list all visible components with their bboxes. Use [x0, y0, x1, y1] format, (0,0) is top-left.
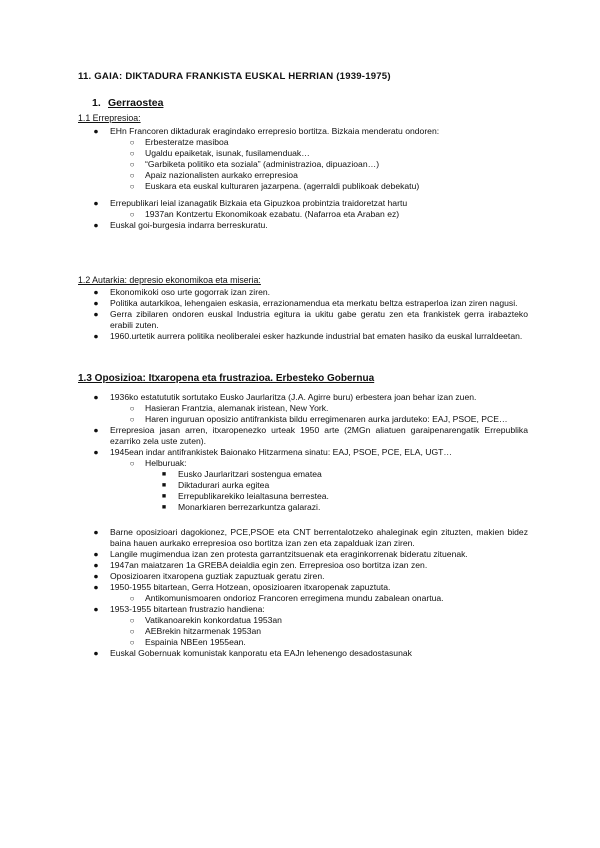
- circle-bullet-icon: ○: [129, 616, 135, 625]
- subsection-1-3-body: [0, 392, 600, 659]
- list-item: ● 1953-1955 bitartean frustrazio handiena:: [93, 604, 265, 614]
- list-item: ● 1947an maiatzaren 1a GREBA deialdia egin zen. Errepresioa oso bortitza izan zen.: [93, 560, 428, 570]
- list-item: ● Euskal goi-burgesia indarra berreskuratu.: [93, 220, 268, 230]
- subsection-1-2-body: [0, 287, 600, 342]
- circle-bullet-icon: ○: [129, 160, 135, 169]
- section-1-heading: [92, 98, 163, 109]
- list-item: ● Ekonomikoki oso urte gogorrak izan ziren.: [93, 287, 271, 297]
- list-item: ● 1936ko estatututik sortutako Eusko Jaurlaritza (J.A. Agirre buru) erbestera joan behar izan zuen.: [93, 392, 477, 402]
- list-item: ● Oposizioaren itxaropena guztiak zapuztuak geratu ziren.: [93, 571, 325, 581]
- section-1-number: 1.: [92, 97, 101, 109]
- bullet-icon: ●: [93, 447, 99, 457]
- bullet-icon: ●: [93, 126, 99, 136]
- list-item: ● Langile mugimendua izan zen protesta garrantzitsuenak eta eraginkorrenak bideratu zituenak.: [93, 549, 468, 559]
- list-item: ● 1960.urtetik aurrera politika neoliberalei esker hazkunde industrial bat ematen hasiko da euskal lurraldeetan.: [93, 331, 523, 341]
- bullet-icon: ●: [93, 560, 99, 570]
- sub-list-item: ○ Vatikanoarekin konkordatua 1953an: [129, 615, 282, 625]
- sub-list-item: ○ Erbesteratze masiboa: [129, 137, 229, 147]
- subsection-1-3-title: 1.3 Oposizioa: Itxaropena eta frustrazioa. Erbesteko Gobernua: [78, 373, 375, 384]
- bullet-icon: ●: [93, 425, 99, 435]
- circle-bullet-icon: ○: [129, 404, 135, 413]
- sub-list-item: ○ Helburuak:: [129, 458, 187, 468]
- bullet-icon: ●: [93, 287, 99, 297]
- list-item: ● 1945ean indar antifrankistek Baionako Hitzarmena sinatu: EAJ, PSOE, PCE, ELA, UGT…: [93, 447, 453, 457]
- bullet-icon: ●: [93, 527, 99, 537]
- circle-bullet-icon: ○: [129, 627, 135, 636]
- square-bullet-icon: ■: [161, 493, 167, 500]
- circle-bullet-icon: ○: [129, 210, 135, 219]
- sub-list-item: ○ 1937an Kontzertu Ekonomikoak ezabatu. (Nafarroa eta Araban ez): [129, 209, 400, 219]
- bullet-icon: ●: [93, 298, 99, 308]
- bullet-icon: ●: [93, 648, 99, 658]
- sub-list-item: ○ Apaiz nazionalisten aurkako errepresioa: [129, 170, 298, 180]
- circle-bullet-icon: ○: [129, 594, 135, 603]
- section-1-title: Gerraostea: [108, 97, 164, 109]
- sub-list-item: ○ Euskara eta euskal kulturaren jazarpena. (agerraldi publikoak debekatu): [129, 181, 420, 191]
- circle-bullet-icon: ○: [129, 459, 135, 468]
- sub-list-item: ○ Antikomunismoaren ondorioz Francoren erregimena mundu zabalean onartua.: [129, 593, 444, 603]
- square-bullet-icon: ■: [161, 504, 167, 511]
- circle-bullet-icon: ○: [129, 415, 135, 424]
- subsection-1-1-body: [0, 126, 600, 231]
- circle-bullet-icon: ○: [129, 638, 135, 647]
- list-item: ● Euskal Gobernuak komunistak kanporatu eta EAJn lehenengo desadostasunak: [93, 648, 412, 658]
- bullet-icon: ●: [93, 198, 99, 208]
- circle-bullet-icon: ○: [129, 138, 135, 147]
- list-item: ● Errepublikari leial izanagatik Bizkaia eta Gipuzkoa probintzia traidoretzat hartu: [93, 198, 408, 208]
- sub-list-item: ○ “Garbiketa politiko eta soziala” (administrazioa, dipuazioan…): [129, 159, 380, 169]
- sub-list-item: ○ Hasieran Frantzia, alemanak iristean, New York.: [129, 403, 329, 413]
- sub-list-item: ○ Ugaldu epaiketak, isunak, fusilamenduak…: [129, 148, 310, 158]
- list-item: ● Gerra zibilaren ondoren euskal Industria egitura ia ukitu gabe geratu zen eta frankistek gerra irabazteko erabili zuten.: [93, 309, 528, 330]
- square-bullet-icon: ■: [161, 482, 167, 489]
- sub-list-item: ○ Haren inguruan oposizio antifrankista bildu erregimenaren aurka jarduteko: EAJ, PSOE, PCE…: [129, 414, 508, 424]
- bullet-icon: ●: [93, 549, 99, 559]
- bullet-icon: ●: [93, 309, 99, 319]
- bullet-icon: ●: [93, 392, 99, 402]
- list-item: ● EHn Francoren diktadurak eragindako errepresio bortitza. Bizkaia menderatu ondoren:: [93, 126, 440, 136]
- bullet-icon: ●: [93, 582, 99, 592]
- circle-bullet-icon: ○: [129, 149, 135, 158]
- bullet-icon: ●: [93, 604, 99, 614]
- bullet-icon: ●: [93, 571, 99, 581]
- sub-sub-list-item: ■ Monarkiaren berrezarkuntza galarazi.: [161, 502, 321, 512]
- sub-sub-list-item: ■ Errepublikarekiko leialtasuna berrestea.: [161, 491, 329, 501]
- circle-bullet-icon: ○: [129, 182, 135, 191]
- square-bullet-icon: ■: [161, 471, 167, 478]
- sub-sub-list-item: ■ Eusko Jaurlaritzari sostengua ematea: [161, 469, 322, 479]
- list-item: ● Errepresioa jasan arren, itxaropenezko urteak 1950 arte (2MGn aliatuen garaipenarengatik Errepublika ezarriko zela uste zuten).: [93, 425, 528, 446]
- sub-sub-list-item: ■ Diktadurari aurka egitea: [161, 480, 270, 490]
- bullet-icon: ●: [93, 220, 99, 230]
- list-item: ● Politika autarkikoa, lehengaien eskasia, errazionamendua eta merkatu beltza estraperloa izan ziren nagusi.: [93, 298, 518, 308]
- subsection-1-1-title: 1.1 Errepresioa:: [78, 113, 141, 123]
- sub-list-item: ○ AEBrekin hitzarmenak 1953an: [129, 626, 262, 636]
- list-item: ● Barne oposizioari dagokionez, PCE,PSOE eta CNT berrentalotzeko ahaleginak egin zituzten, makien bidez baina hauen aurkako errepresioa oso bortitza izan zen eta zapalduak izan ziren.: [93, 527, 528, 548]
- bullet-icon: ●: [93, 331, 99, 341]
- document-title: 11. GAIA: DIKTADURA FRANKISTA EUSKAL HERRIAN (1939-1975): [78, 71, 391, 82]
- subsection-1-2-title: 1.2 Autarkia: depresio ekonomikoa eta miseria:: [78, 275, 261, 285]
- list-item: ● 1950-1955 bitartean, Gerra Hotzean, oposizioaren itxaropenak zapuztuta.: [93, 582, 391, 592]
- circle-bullet-icon: ○: [129, 171, 135, 180]
- sub-list-item: ○ Espainia NBEen 1955ean.: [129, 637, 246, 647]
